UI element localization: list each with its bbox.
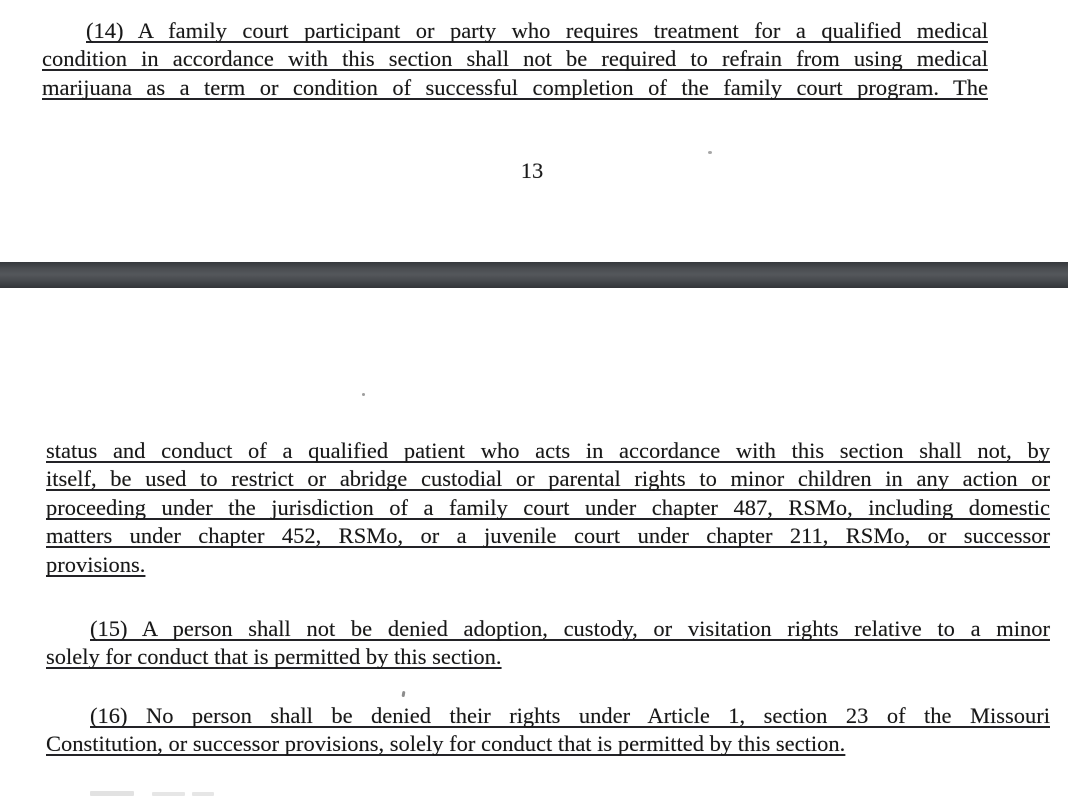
partial-cutoff-line-fragment xyxy=(90,791,134,796)
text-line: marijuana as a term or condition of successful completion of the family court program. The xyxy=(42,74,988,100)
text-line: (15) A person shall not be denied adoption, custody, or visitation rights relative to a minor xyxy=(90,616,1050,642)
scan-speck xyxy=(362,393,365,396)
page-separator-bar xyxy=(0,262,1068,288)
page-below xyxy=(46,437,1050,759)
text-line: proceeding under the jurisdiction of a family court under chapter 487, RSMo, including domestic xyxy=(46,494,1050,520)
paragraph-16 xyxy=(46,702,1050,759)
paragraph-14-continued xyxy=(46,437,1050,579)
partial-cutoff-line-fragment xyxy=(192,792,214,796)
text-line: solely for conduct that is permitted by this section. xyxy=(46,644,502,670)
paragraph-14 xyxy=(42,17,988,102)
page-above xyxy=(42,17,988,102)
text-line: (14) A family court participant or party who requires treatment for a qualified medical xyxy=(86,18,988,43)
text-line: provisions. xyxy=(46,551,146,577)
scan-speck xyxy=(708,151,712,154)
page-number: 13 xyxy=(520,158,544,183)
partial-cutoff-line-fragment xyxy=(152,792,185,796)
text-line: matters under chapter 452, RSMo, or a juvenile court under chapter 211, RSMo, or successor xyxy=(46,523,1050,549)
paragraph-15 xyxy=(46,615,1050,672)
text-line: status and conduct of a qualified patient who acts in accordance with this section shall not, by xyxy=(46,438,1050,463)
text-line: condition in accordance with this section shall not be required to refrain from using medical xyxy=(42,46,988,72)
text-line: itself, be used to restrict or abridge custodial or parental rights to minor children in any action or xyxy=(46,466,1050,492)
text-line: Constitution, or successor provisions, solely for conduct that is permitted by this section. xyxy=(46,731,846,757)
text-line: (16) No person shall be denied their rights under Article 1, section 23 of the Missouri xyxy=(90,702,1050,728)
